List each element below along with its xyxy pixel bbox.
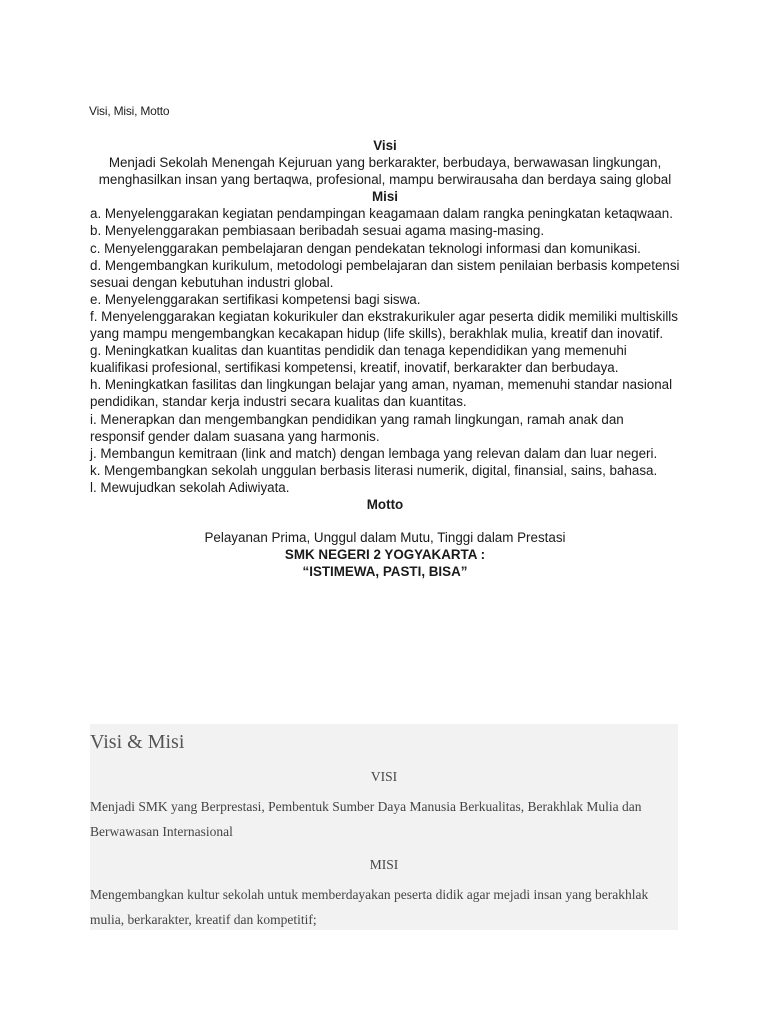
school-slogan: “ISTIMEWA, PASTI, BISA” [302,564,468,580]
misi-item: c. Menyelenggarakan pembelajaran dengan pendekatan teknologi informasi dan komunikasi. [90,240,641,256]
motto-heading: Motto [366,496,404,512]
misi-item: a. Menyelenggarakan kegiatan pendampingan keagamaan dalam rangka peningkatan ketaqwaan. [90,206,673,222]
misi-item: f. Menyelenggarakan kegiatan kokurikuler dan ekstrakurikuler agar peserta didik memiliki multiskills yang mampu mengembangkan kecakapan hidup (life skills), berakhlak mulia, kreatif dan inovatif. [90,308,678,342]
misi-item: i. Menerapkan dan mengembangkan pendidikan yang ramah lingkungan, ramah anak dan responsif gender dalam suasana yang harmonis. [90,411,624,444]
section2-visi-text: Menjadi SMK yang Berprestasi, Pembentuk Sumber Daya Manusia Berkualitas, Berakhlak Mulia dan Berwawasan Internasional [90,799,642,839]
spacer [90,513,680,529]
section2-misi-label: MISI [369,857,399,872]
misi-item: e. Menyelenggarakan sertifikasi kompetensi bagi siswa. [90,291,421,307]
section2-visi-label: VISI [370,769,398,784]
misi-heading: Misi [371,189,399,205]
section2-heading: Visi & Misi [90,731,185,753]
school-name: SMK NEGERI 2 YOGYAKARTA : [284,547,486,563]
misi-item: l. Mewujudkan sekolah Adiwiyata. [90,479,290,495]
visi-misi-motto-section [90,137,680,580]
visi-misi-quote-block [90,724,678,930]
visi-heading: Visi [373,138,397,153]
misi-item: k. Mengembangkan sekolah unggulan berbasis literasi numerik, digital, finansial, sains, bahasa. [90,462,658,478]
misi-item: j. Membangun kemitraan (link and match) dengan lembaga yang relevan dalam dan luar negeri. [90,445,658,461]
misi-list [90,205,680,496]
visi-text: Menjadi Sekolah Menengah Kejuruan yang berkarakter, berbudaya, berwawasan lingkungan, menghasilkan insan yang bertaqwa, profesional, mampu berwirausaha dan berdaya saing global [98,155,672,188]
motto-text: Pelayanan Prima, Unggul dalam Mutu, Tinggi dalam Prestasi [204,530,566,546]
misi-item: d. Mengembangkan kurikulum, metodologi pembelajaran dan sistem penilaian berbasis kompetensi sesuai dengan kebutuhan industri global. [90,257,680,290]
misi-item: g. Meningkatkan kualitas dan kuantitas pendidik dan tenaga kependidikan yang memenuhi kualifikasi profesional, sertifikasi kompetensi, kreatif, inovatif, berkarakter dan berbudaya. [90,343,627,376]
document-title: Visi, Misi, Motto [89,104,170,118]
misi-item: b. Menyelenggarakan pembiasaan beribadah sesuai agama masing-masing. [90,223,545,239]
section2-misi-text: Mengembangkan kultur sekolah untuk memberdayakan peserta didik agar mejadi insan yang berakhlak mulia, berkarakter, kreatif dan kompetitif; [90,887,649,927]
misi-item: h. Meningkatkan fasilitas dan lingkungan belajar yang aman, nyaman, memenuhi standar nasional pendidikan, standar kerja industri secara kualitas dan kuantitas. [90,377,673,410]
